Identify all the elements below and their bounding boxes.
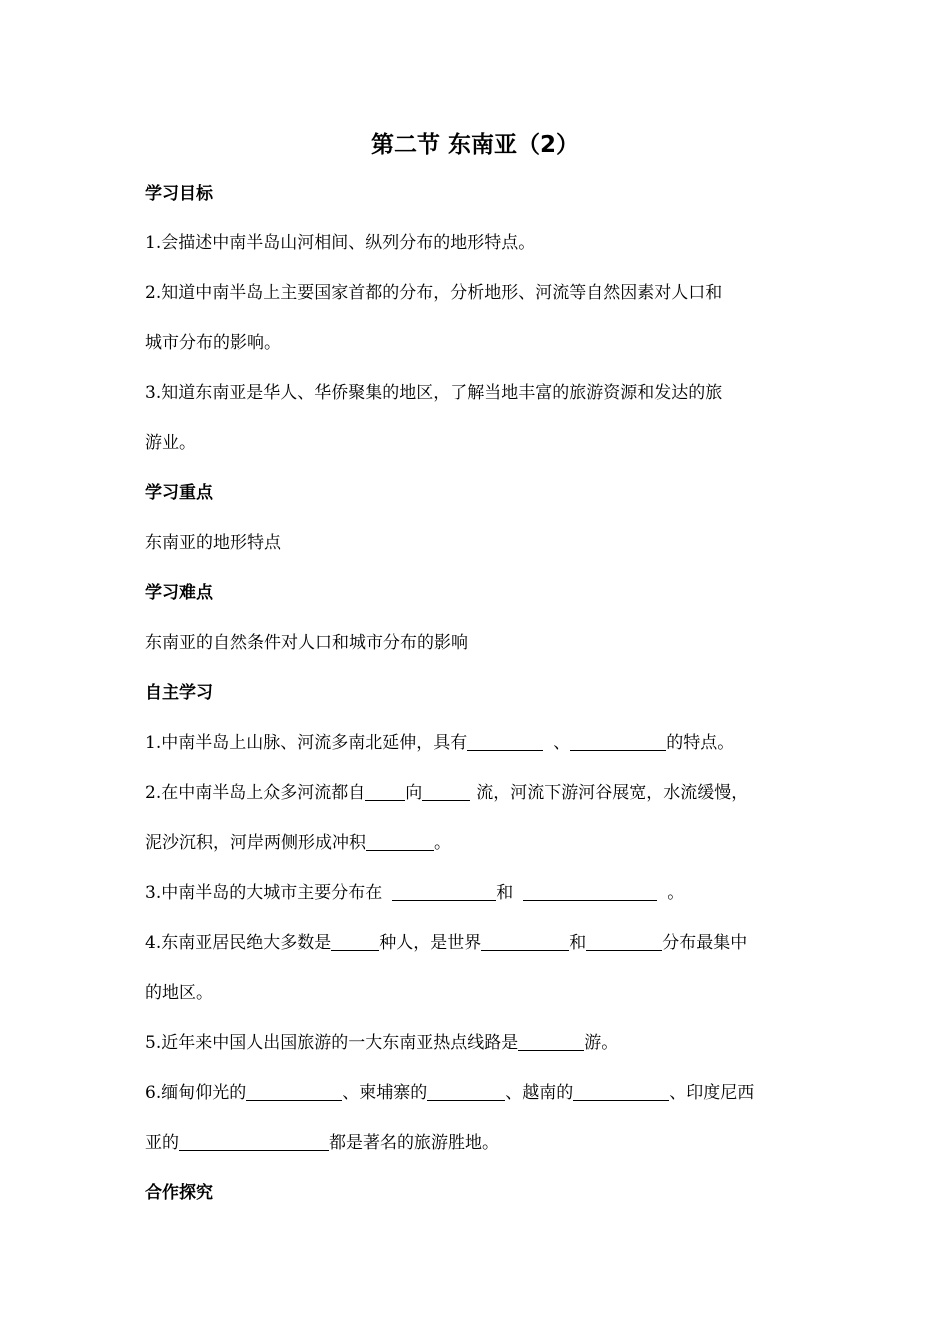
key-point-heading: 学习重点 xyxy=(145,483,213,503)
goal-item-2-cont: 城市分布的影响。 xyxy=(145,333,281,353)
question-5-text-b: 游。 xyxy=(584,1033,619,1053)
question-3-text-c: 。 xyxy=(667,883,685,903)
blank-6b[interactable] xyxy=(427,1082,505,1101)
blank-2a[interactable] xyxy=(365,782,405,801)
question-4-text-a: 4.东南亚居民绝大多数是 xyxy=(145,933,332,953)
key-point-text: 东南亚的地形特点 xyxy=(145,533,281,553)
question-6-text-a: 6.缅甸仰光的 xyxy=(145,1083,247,1103)
question-1-text-a: 1.中南半岛上山脉、河流多南北延伸，具有 xyxy=(145,733,468,753)
question-5 xyxy=(145,1030,825,1056)
blank-4b[interactable] xyxy=(481,932,569,951)
goal-item-3: 3.知道东南亚是华人、华侨聚集的地区，了解当地丰富的旅游资源和发达的旅 xyxy=(145,383,723,403)
blank-6a[interactable] xyxy=(246,1082,342,1101)
question-2-cont xyxy=(145,830,825,856)
blank-3a[interactable] xyxy=(392,882,496,901)
question-6-text-b: 、柬埔寨的 xyxy=(342,1083,428,1103)
question-4-cont: 的地区。 xyxy=(145,983,213,1003)
blank-2c[interactable] xyxy=(366,832,434,851)
question-6-cont xyxy=(145,1130,825,1156)
question-5-text-a: 5.近年来中国人出国旅游的一大东南亚热点线路是 xyxy=(145,1033,519,1053)
question-6-text-e: 亚的 xyxy=(145,1133,179,1153)
self-study-heading: 自主学习 xyxy=(145,683,213,703)
difficulty-text: 东南亚的自然条件对人口和城市分布的影响 xyxy=(145,633,468,653)
goal-item-2: 2.知道中南半岛上主要国家首都的分布，分析地形、河流等自然因素对人口和 xyxy=(145,283,723,303)
question-2-text-c: 流，河流下游河谷展宽，水流缓慢， xyxy=(476,783,749,803)
blank-6c[interactable] xyxy=(573,1082,669,1101)
question-3-text-a: 3.中南半岛的大城市主要分布在 xyxy=(145,883,383,903)
question-2 xyxy=(145,780,825,806)
question-2-text-b: 向 xyxy=(405,783,423,803)
question-1 xyxy=(145,730,825,756)
blank-4a[interactable] xyxy=(331,932,379,951)
question-6-text-f: 都是著名的旅游胜地。 xyxy=(329,1133,499,1153)
question-6-text-c: 、越南的 xyxy=(505,1083,574,1103)
question-4 xyxy=(145,930,825,956)
question-6-text-d: 、印度尼西 xyxy=(669,1083,755,1103)
difficulty-heading: 学习难点 xyxy=(145,583,213,603)
question-2-text-e: 。 xyxy=(434,833,451,853)
goals-heading: 学习目标 xyxy=(145,184,213,204)
blank-6d[interactable] xyxy=(179,1132,329,1151)
question-2-text-a: 2.在中南半岛上众多河流都自 xyxy=(145,783,366,803)
blank-1b[interactable] xyxy=(570,732,666,751)
blank-5a[interactable] xyxy=(518,1032,584,1051)
question-3 xyxy=(145,880,825,906)
question-3-text-b: 和 xyxy=(496,883,514,903)
blank-4c[interactable] xyxy=(586,932,662,951)
blank-1a[interactable] xyxy=(467,732,543,751)
blank-2b[interactable] xyxy=(422,782,470,801)
question-1-text-b: 、 xyxy=(553,733,571,753)
goal-item-3-cont: 游业。 xyxy=(145,433,196,453)
question-6 xyxy=(145,1080,825,1106)
question-1-text-c: 的特点。 xyxy=(666,733,735,753)
cooperation-heading: 合作探究 xyxy=(145,1183,213,1203)
blank-3b[interactable] xyxy=(523,882,657,901)
question-4-text-c: 和 xyxy=(569,933,587,953)
page-title: 第二节 东南亚（2） xyxy=(370,132,579,158)
question-2-text-d: 泥沙沉积，河岸两侧形成冲积 xyxy=(145,833,366,853)
question-4-text-d: 分布最集中 xyxy=(662,933,748,953)
goal-item-1: 1.会描述中南半岛山河相间、纵列分布的地形特点。 xyxy=(145,233,536,253)
question-4-text-b: 种人，是世界 xyxy=(379,933,482,953)
